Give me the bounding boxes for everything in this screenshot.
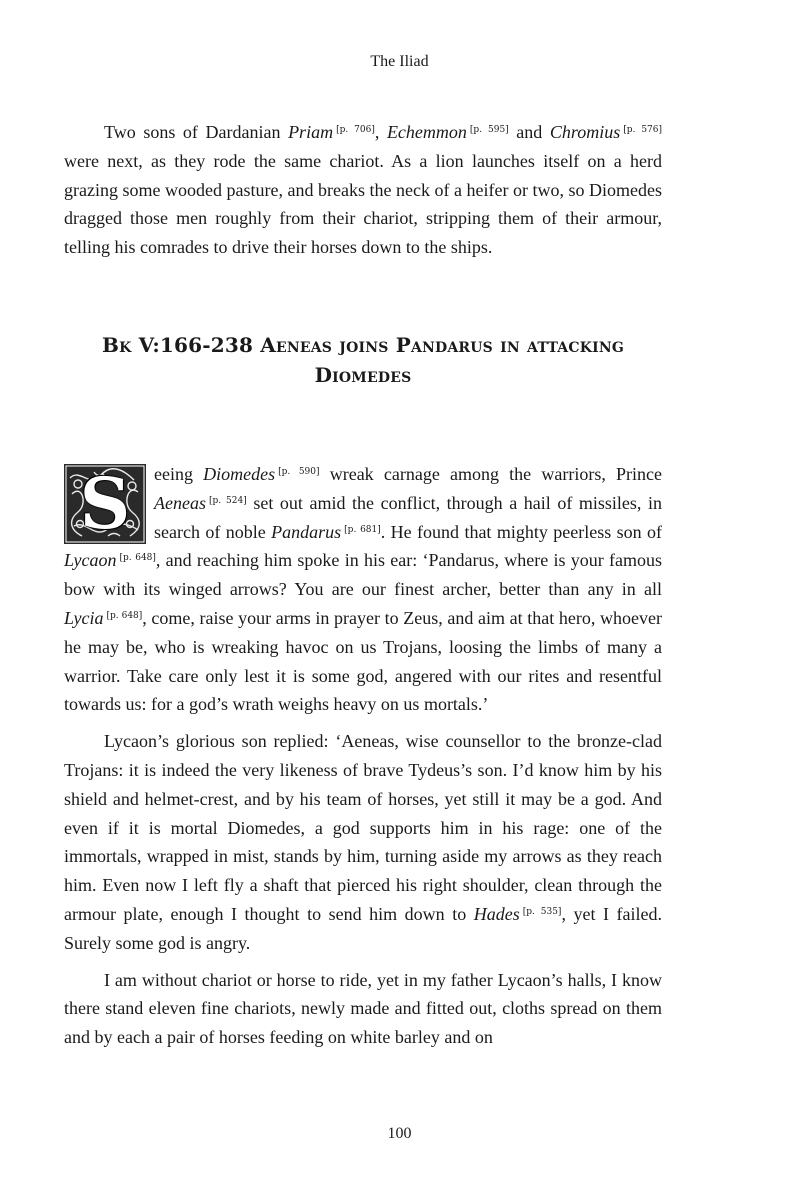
ref-aeneas[interactable]: [p. 524]	[208, 495, 247, 506]
paragraph-2: Lycaon’s glorious son replied: ‘Aeneas, wise counsellor to the bronze-clad Trojans: it is indeed the very likeness of brave Tydeus’s son. I’d know him by his shield and helmet-crest, and by his team of horses, yet still it may be a god. And even if it is mortal Diomedes, a god supports him in his rage: one of the immortals, wrapped in mist, stands by him, turning aside my arrows as they reach him. Even now I left fly a shaft that pierced his right shoulder, clean through the armour plate, enough I thought to send him down to Hades [p. 535], yet I failed. Surely some god is angry.	[64, 731, 662, 953]
section-heading	[64, 330, 662, 390]
ref-chromius[interactable]: [p. 576]	[623, 125, 663, 135]
section-heading-line2: Diomedes	[314, 363, 412, 387]
link-priam[interactable]: Priam	[288, 122, 334, 142]
ref-hades[interactable]: [p. 535]	[522, 906, 562, 917]
ref-lycia[interactable]: [p. 648]	[106, 610, 143, 621]
drop-cap-ornament	[64, 464, 146, 544]
section-heading-line1: Bk V:166-238 Aeneas joins Pandarus in attacking	[102, 333, 624, 357]
paragraph-3: I am without chariot or horse to ride, yet in my father Lycaon’s halls, I know there stand eleven fine chariots, newly made and fitted out, cloths spread on them and by each a pair of horses feeding on white barley and on	[64, 969, 662, 1048]
link-diomedes[interactable]: Diomedes	[203, 464, 276, 484]
body-text	[64, 460, 662, 1052]
link-chromius[interactable]: Chromius	[549, 122, 621, 142]
ref-diomedes[interactable]: [p. 590]	[278, 467, 320, 477]
intro-paragraph-block	[64, 118, 662, 262]
link-lycaon[interactable]: Lycaon	[64, 550, 117, 571]
ref-echemmon[interactable]: [p. 595]	[469, 125, 509, 135]
ref-pandarus[interactable]: [p. 681]	[344, 524, 381, 535]
drop-cap-letter: S	[79, 462, 131, 545]
ref-priam[interactable]: [p. 706]	[336, 125, 375, 135]
link-lycia[interactable]: Lycia	[64, 607, 104, 628]
paragraph-1: S eeing Diomedes [p. 590] wreak carnage among the warriors, Prince Aeneas [p. 524] set out amid the conflict, through a hail of missiles, in search of noble Pandarus [p. 681]. He found that mighty peerless son of Lycaon [p. 648], and reaching him spoke in his ear: ‘Pandarus, where is your famous bow with its winged arrows? You are our finest archer, better than any in all Lycia [p. 648], come, raise your arms in prayer to Zeus, and aim at that hero, whoever he may be, who is wreaking havoc on us Trojans, loosing the limbs of many a warrior. Take care only lest it is some god, angered with our rites and resentful towards us: for a god’s wrath weighs heavy on us mortals.’	[64, 462, 663, 715]
page-number: 100	[387, 1125, 412, 1142]
link-echemmon[interactable]: Echemmon	[386, 122, 467, 142]
link-hades[interactable]: Hades	[473, 903, 520, 924]
link-pandarus[interactable]: Pandarus	[271, 521, 342, 542]
ref-lycaon[interactable]: [p. 648]	[119, 553, 156, 564]
link-aeneas[interactable]: Aeneas	[154, 492, 206, 513]
intro-paragraph: Two sons of Dardanian Priam [p. 706], Echemmon [p. 595] and Chromius [p. 576] were next, as they rode the same chariot. As a lion launches itself on a herd grazing some wooded pasture, and breaks the neck of a heifer or two, so Diomedes dragged those men roughly from their chariot, stripping them of their armour, telling his comrades to drive their horses down to the ships.	[64, 122, 663, 258]
running-head: The Iliad	[370, 53, 429, 70]
